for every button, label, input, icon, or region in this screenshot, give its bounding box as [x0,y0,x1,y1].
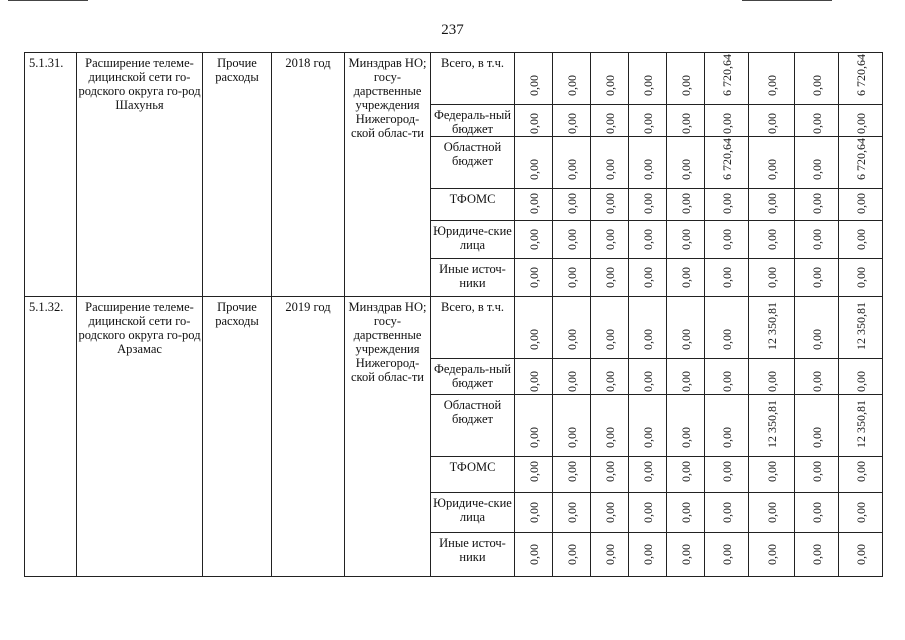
amount-value: 0,00 [526,113,541,134]
amount-value: 0,00 [764,113,779,134]
amount-cell [667,259,705,297]
amount-cell [705,189,749,221]
amount-cell [515,189,553,221]
amount-value: 0,00 [678,371,693,392]
amount-cell [795,457,839,493]
funding-source: Всего, в т.ч. [431,297,515,359]
amount-value: 0,00 [678,113,693,134]
amount-cell [667,189,705,221]
amount-value: 0,00 [602,193,617,214]
amount-cell [749,259,795,297]
amount-cell [553,297,591,359]
amount-value: 0,00 [602,427,617,448]
amount-value: 0,00 [526,193,541,214]
amount-cell [629,297,667,359]
amount-cell [795,533,839,577]
amount-cell [553,105,591,137]
amount-cell [749,189,795,221]
amount-cell [553,493,591,533]
amount-cell [591,53,629,105]
year: 2019 год [272,297,345,577]
table-row [25,297,883,359]
amount-cell [667,457,705,493]
amount-cell [553,137,591,189]
amount-value: 6 720,64 [719,138,734,180]
funding-source: Иные источ-ники [431,533,515,577]
amount-cell [705,105,749,137]
amount-value: 0,00 [640,502,655,523]
executor: Минздрав НО; госу-дарственные учреждения Нижегород-ской облас-ти [345,297,431,577]
amount-cell [629,359,667,395]
amount-value: 0,00 [764,267,779,288]
table-row [25,53,883,105]
amount-cell [667,105,705,137]
amount-cell [667,297,705,359]
amount-cell [629,189,667,221]
amount-value: 0,00 [526,329,541,350]
amount-cell [591,105,629,137]
amount-value: 0,00 [719,502,734,523]
amount-value: 0,00 [678,159,693,180]
table-body [25,53,883,577]
amount-value: 0,00 [764,461,779,482]
amount-cell [839,137,883,189]
amount-cell [553,395,591,457]
amount-cell [795,221,839,259]
amount-value: 0,00 [809,193,824,214]
amount-cell [749,493,795,533]
page-number: 237 [441,22,464,38]
amount-cell [629,105,667,137]
amount-value: 0,00 [602,502,617,523]
amount-cell [839,395,883,457]
amount-value: 0,00 [526,267,541,288]
amount-cell [515,493,553,533]
amount-cell [667,395,705,457]
amount-cell [795,259,839,297]
amount-cell [795,189,839,221]
amount-value: 0,00 [640,75,655,96]
amount-cell [515,53,553,105]
amount-cell [553,359,591,395]
amount-value: 6 720,64 [719,54,734,96]
amount-value: 0,00 [640,371,655,392]
amount-cell [591,359,629,395]
amount-value: 0,00 [602,75,617,96]
amount-cell [515,395,553,457]
amount-value: 0,00 [809,502,824,523]
amount-cell [667,137,705,189]
amount-value: 0,00 [564,502,579,523]
amount-value: 0,00 [719,329,734,350]
amount-value: 0,00 [640,267,655,288]
amount-cell [749,137,795,189]
amount-cell [749,53,795,105]
funding-source: Юридиче-ские лица [431,221,515,259]
section-code: 5.1.31. [25,53,77,297]
amount-value: 0,00 [602,229,617,250]
amount-value: 12 350,81 [764,400,779,448]
amount-cell [839,457,883,493]
amount-value: 0,00 [719,193,734,214]
amount-cell [515,457,553,493]
amount-value: 0,00 [602,544,617,565]
amount-value: 0,00 [526,461,541,482]
amount-cell [667,221,705,259]
amount-cell [591,493,629,533]
section-code: 5.1.32. [25,297,77,577]
amount-cell [515,297,553,359]
amount-value: 0,00 [640,329,655,350]
amount-value: 0,00 [719,371,734,392]
amount-cell [591,533,629,577]
amount-value: 0,00 [853,502,868,523]
funding-source: ТФОМС [431,457,515,493]
amount-cell [749,395,795,457]
amount-value: 12 350,81 [853,302,868,350]
amount-value: 0,00 [526,502,541,523]
amount-value: 0,00 [764,75,779,96]
amount-value: 12 350,81 [853,400,868,448]
amount-value: 0,00 [678,502,693,523]
amount-value: 0,00 [640,193,655,214]
amount-value: 0,00 [719,461,734,482]
amount-cell [553,53,591,105]
amount-value: 0,00 [719,544,734,565]
amount-cell [667,533,705,577]
amount-cell [667,53,705,105]
funding-source: Областной бюджет [431,395,515,457]
amount-cell [795,395,839,457]
amount-value: 0,00 [809,75,824,96]
amount-cell [591,221,629,259]
amount-value: 0,00 [526,427,541,448]
amount-cell [629,457,667,493]
amount-value: 0,00 [564,229,579,250]
amount-cell [515,221,553,259]
amount-value: 0,00 [678,461,693,482]
funding-source: ТФОМС [431,189,515,221]
section-description: Расширение телеме-дицинской сети го-родского округа го-род Арзамас [77,297,203,577]
amount-cell [553,259,591,297]
amount-cell [515,137,553,189]
amount-value: 0,00 [809,229,824,250]
amount-cell [795,359,839,395]
amount-value: 0,00 [526,371,541,392]
funding-source: Юридиче-ские лица [431,493,515,533]
amount-value: 0,00 [602,461,617,482]
amount-value: 0,00 [809,329,824,350]
amount-cell [795,105,839,137]
amount-cell [839,221,883,259]
amount-value: 0,00 [719,113,734,134]
amount-cell [591,189,629,221]
amount-value: 0,00 [764,159,779,180]
amount-value: 0,00 [678,75,693,96]
amount-value: 0,00 [678,267,693,288]
amount-cell [705,359,749,395]
amount-cell [705,137,749,189]
amount-value: 0,00 [564,544,579,565]
amount-value: 0,00 [719,267,734,288]
amount-value: 0,00 [564,193,579,214]
amount-cell [705,395,749,457]
amount-cell [705,259,749,297]
amount-cell [591,137,629,189]
top-rule-left [8,0,88,1]
amount-value: 0,00 [640,427,655,448]
amount-cell [839,259,883,297]
funding-source: Всего, в т.ч. [431,53,515,105]
amount-cell [553,221,591,259]
amount-cell [629,221,667,259]
amount-cell [749,105,795,137]
amount-cell [839,105,883,137]
funding-source: Федераль-ный бюджет [431,105,515,137]
amount-value: 0,00 [764,502,779,523]
amount-cell [629,53,667,105]
amount-cell [629,259,667,297]
amount-value: 0,00 [602,159,617,180]
amount-value: 0,00 [526,159,541,180]
amount-value: 0,00 [853,461,868,482]
amount-cell [629,493,667,533]
amount-value: 0,00 [564,371,579,392]
amount-value: 0,00 [853,229,868,250]
amount-cell [591,395,629,457]
amount-cell [749,457,795,493]
amount-value: 0,00 [809,544,824,565]
amount-cell [705,493,749,533]
amount-value: 0,00 [640,461,655,482]
amount-value: 0,00 [602,371,617,392]
amount-value: 0,00 [602,113,617,134]
cost-type: Прочие расходы [203,297,272,577]
amount-cell [749,533,795,577]
amount-value: 0,00 [764,229,779,250]
amount-cell [667,359,705,395]
amount-value: 0,00 [602,267,617,288]
amount-value: 0,00 [526,75,541,96]
amount-value: 0,00 [678,193,693,214]
cost-type: Прочие расходы [203,53,272,297]
amount-cell [553,457,591,493]
amount-value: 0,00 [809,427,824,448]
amount-cell [705,533,749,577]
amount-value: 0,00 [602,329,617,350]
amount-cell [795,297,839,359]
amount-cell [515,259,553,297]
amount-value: 0,00 [809,159,824,180]
year: 2018 год [272,53,345,297]
amount-value: 0,00 [640,159,655,180]
amount-value: 0,00 [564,461,579,482]
amount-value: 0,00 [853,544,868,565]
amount-cell [749,221,795,259]
amount-value: 0,00 [678,329,693,350]
amount-value: 0,00 [853,193,868,214]
amount-value: 0,00 [809,113,824,134]
amount-cell [839,493,883,533]
amount-cell [591,457,629,493]
amount-value: 0,00 [640,544,655,565]
amount-value: 0,00 [719,229,734,250]
amount-cell [705,457,749,493]
funding-source: Федераль-ный бюджет [431,359,515,395]
amount-cell [839,533,883,577]
amount-cell [839,53,883,105]
amount-cell [749,359,795,395]
amount-value: 0,00 [564,75,579,96]
amount-cell [795,493,839,533]
amount-cell [795,137,839,189]
amount-value: 0,00 [853,371,868,392]
amount-cell [705,221,749,259]
amount-cell [629,533,667,577]
amount-cell [515,533,553,577]
amount-value: 0,00 [764,193,779,214]
amount-value: 0,00 [564,329,579,350]
amount-cell [795,53,839,105]
top-rule-right [742,0,832,1]
amount-value: 0,00 [564,159,579,180]
amount-cell [839,359,883,395]
amount-cell [591,259,629,297]
amount-cell [839,297,883,359]
amount-value: 0,00 [526,544,541,565]
amount-value: 0,00 [640,113,655,134]
amount-cell [515,105,553,137]
amount-value: 0,00 [764,544,779,565]
amount-cell [629,137,667,189]
amount-cell [553,533,591,577]
amount-cell [553,189,591,221]
amount-cell [667,493,705,533]
amount-cell [515,359,553,395]
amount-value: 12 350,81 [764,302,779,350]
amount-value: 0,00 [564,113,579,134]
amount-value: 0,00 [678,544,693,565]
budget-table [24,52,883,577]
amount-value: 0,00 [809,461,824,482]
amount-value: 0,00 [640,229,655,250]
funding-source: Иные источ-ники [431,259,515,297]
section-description: Расширение телеме-дицинской сети го-родского округа го-род Шахунья [77,53,203,297]
executor: Минздрав НО; госу-дарственные учреждения Нижегород-ской облас-ти [345,53,431,297]
amount-cell [629,395,667,457]
amount-cell [749,297,795,359]
amount-value: 6 720,64 [853,138,868,180]
amount-value: 6 720,64 [853,54,868,96]
funding-source: Областной бюджет [431,137,515,189]
amount-value: 0,00 [678,229,693,250]
amount-value: 0,00 [564,267,579,288]
amount-value: 0,00 [809,371,824,392]
amount-value: 0,00 [764,371,779,392]
amount-cell [839,189,883,221]
amount-cell [705,297,749,359]
amount-value: 0,00 [526,229,541,250]
amount-value: 0,00 [564,427,579,448]
amount-cell [591,297,629,359]
amount-value: 0,00 [678,427,693,448]
amount-value: 0,00 [853,113,868,134]
amount-value: 0,00 [809,267,824,288]
amount-value: 0,00 [853,267,868,288]
amount-cell [705,53,749,105]
amount-value: 0,00 [719,427,734,448]
